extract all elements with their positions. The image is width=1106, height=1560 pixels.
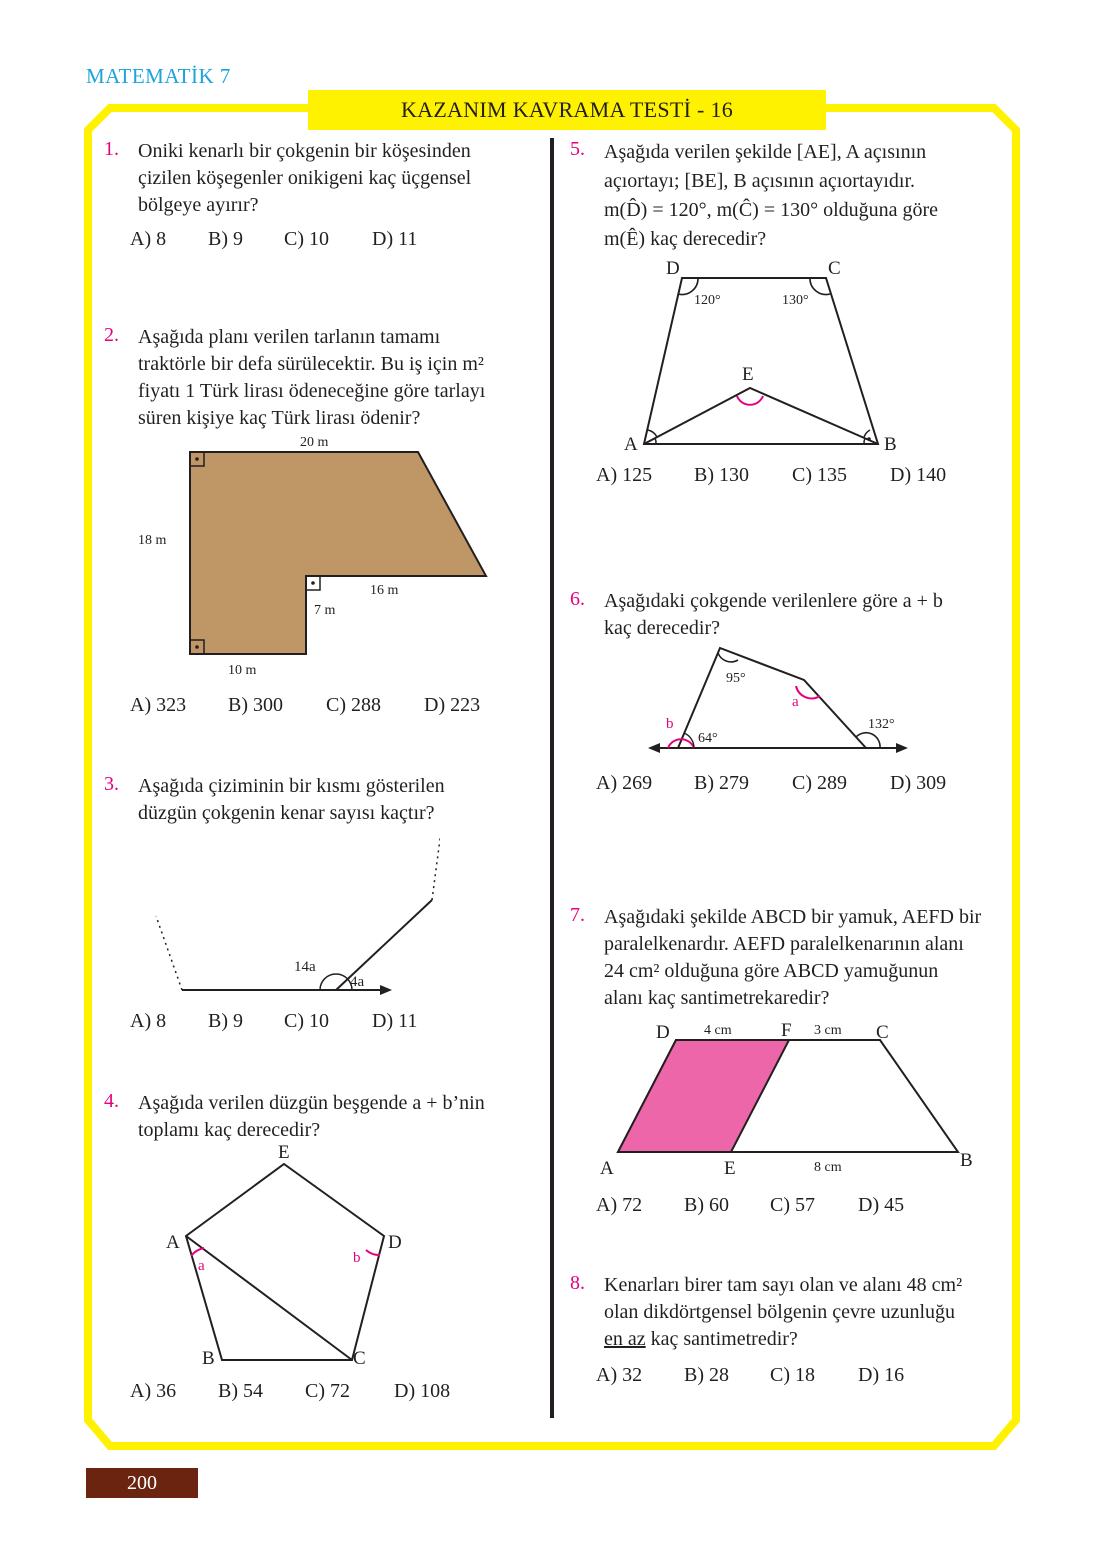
question-5-text: Aşağıda verilen şekilde [AE], A açısının açıortayı; [BE], B açısının açıortayıdır. m(D̂) = 120°, m(Ĉ) = 130° olduğuna göre m(Ê) kaç derecedir?	[604, 141, 939, 250]
vertex-c: C	[353, 1348, 366, 1369]
question-1-text: Oniki kenarlı bir çokgenin bir köşesinden çizilen köşegenler onikigeni kaç üçgensel bölgeye ayırır?	[138, 140, 472, 216]
angle-132-label: 132°	[868, 717, 895, 732]
option-b[interactable]: B) 279	[694, 772, 749, 794]
angle-95-label: 95°	[726, 671, 746, 686]
question-number: 8.	[570, 1272, 585, 1294]
label-df: 4 cm	[704, 1023, 732, 1038]
bisectors	[644, 388, 878, 444]
vertex-d: D	[656, 1022, 670, 1043]
label-eb: 8 cm	[814, 1160, 842, 1175]
vertex-c: C	[828, 258, 841, 279]
option-d[interactable]: D) 108	[394, 1380, 451, 1402]
page-number: 200	[86, 1468, 198, 1498]
label-fc: 3 cm	[814, 1023, 842, 1038]
option-d[interactable]: D) 309	[890, 772, 947, 794]
field-figure	[120, 430, 520, 680]
angle-label-14a: 14a	[294, 959, 316, 975]
trapezoid-figure	[596, 1014, 986, 1184]
question-8-text: Kenarları birer tam sayı olan ve alanı 48 cm² olan dikdörtgensel bölgenin çevre uzunluğu en az kaç santimetredir?	[604, 1274, 963, 1350]
polygon-angle-figure	[140, 820, 440, 1005]
option-c[interactable]: C) 288	[326, 694, 381, 716]
question-number: 3.	[104, 773, 119, 795]
option-c[interactable]: C) 72	[305, 1380, 350, 1402]
option-a[interactable]: A) 32	[596, 1364, 643, 1386]
vertex-b: B	[884, 434, 897, 455]
subject-label: MATEMATİK 7	[86, 64, 231, 88]
angle-c-label: 130°	[782, 293, 809, 308]
option-a[interactable]: A) 8	[130, 228, 167, 250]
label-inner-vertical: 7 m	[314, 603, 336, 618]
option-b[interactable]: B) 60	[684, 1194, 729, 1216]
vertex-a: A	[166, 1232, 180, 1253]
option-c[interactable]: C) 18	[770, 1364, 815, 1386]
vertex-e: E	[742, 364, 754, 385]
option-a[interactable]: A) 125	[596, 464, 653, 486]
question-number: 5.	[570, 138, 585, 160]
question-3-text: Aşağıda çiziminin bir kısmı gösterilen düzgün çokgenin kenar sayısı kaçtır?	[138, 775, 445, 824]
option-d[interactable]: D) 11	[372, 1010, 418, 1032]
question-2-text: Aşağıda planı verilen tarlanın tamamı traktörle bir defa sürülecektir. Bu iş için m² fiyatı 1 Türk lirası ödeneceğine göre tarlayı süren kişiye kaç Türk lirası ödenir?	[138, 326, 486, 429]
angle-a: a	[792, 694, 799, 710]
option-c[interactable]: C) 10	[284, 228, 329, 250]
option-c[interactable]: C) 289	[792, 772, 847, 794]
vertex-a: A	[624, 434, 638, 455]
polygon-exterior-angle-figure	[640, 640, 920, 765]
question-1	[104, 138, 119, 161]
question-number: 1.	[104, 138, 119, 160]
vertex-b: B	[960, 1150, 973, 1171]
question-7-text: Aşağıdaki şekilde ABCD bir yamuk, AEFD bir paralelkenardır. AEFD paralelkenarının alanı 24 cm² olduğuna göre ABCD yamuğunun alanı kaç santimetrekaredir?	[604, 906, 982, 1009]
option-c[interactable]: C) 135	[792, 464, 847, 486]
label-inner-horizontal: 16 m	[370, 583, 399, 598]
option-a[interactable]: A) 8	[130, 1010, 167, 1032]
diagonal-ac	[186, 1236, 352, 1360]
angle-d-label: 120°	[694, 293, 721, 308]
option-c[interactable]: C) 10	[284, 1010, 329, 1032]
vertex-e: E	[278, 1142, 290, 1163]
underlined-text: en az	[604, 1328, 646, 1350]
option-b[interactable]: B) 300	[228, 694, 283, 716]
option-d[interactable]: D) 45	[858, 1194, 905, 1216]
vertex-f: F	[781, 1020, 792, 1041]
label-top: 20 m	[300, 435, 329, 450]
column-divider	[550, 138, 554, 1418]
option-b[interactable]: B) 54	[218, 1380, 263, 1402]
test-title: KAZANIM KAVRAMA TESTİ - 16	[308, 90, 826, 130]
question-number: 7.	[570, 904, 585, 926]
vertex-c: C	[876, 1022, 889, 1043]
option-d[interactable]: D) 140	[890, 464, 947, 486]
angle-b: b	[666, 716, 674, 732]
angle-64-label: 64°	[698, 731, 718, 746]
question-6-text: Aşağıdaki çokgende verilenlere göre a + b kaç derecedir?	[604, 590, 943, 639]
question-number: 6.	[570, 588, 585, 610]
option-b[interactable]: B) 28	[684, 1364, 729, 1386]
question-number: 2.	[104, 324, 119, 346]
label-left: 18 m	[138, 533, 167, 548]
option-d[interactable]: D) 223	[424, 694, 481, 716]
label-bottom: 10 m	[228, 663, 257, 678]
vertex-b: B	[202, 1348, 215, 1369]
option-d[interactable]: D) 11	[372, 228, 418, 250]
option-b[interactable]: B) 9	[208, 1010, 243, 1032]
vertex-e: E	[724, 1158, 736, 1179]
option-c[interactable]: C) 57	[770, 1194, 815, 1216]
angle-b: b	[353, 1250, 361, 1266]
option-b[interactable]: B) 9	[208, 228, 243, 250]
question-number: 4.	[104, 1090, 119, 1112]
option-d[interactable]: D) 16	[858, 1364, 905, 1386]
question-4-text: Aşağıda verilen düzgün beşgende a + b’nin toplamı kaç derecedir?	[138, 1092, 485, 1141]
quadrilateral	[644, 278, 878, 444]
vertex-a: A	[600, 1158, 614, 1179]
angle-a: a	[198, 1258, 205, 1274]
option-a[interactable]: A) 36	[130, 1380, 177, 1402]
vertex-d: D	[666, 258, 680, 279]
field-shape	[190, 452, 486, 654]
option-a[interactable]: A) 269	[596, 772, 653, 794]
option-a[interactable]: A) 323	[130, 694, 187, 716]
option-b[interactable]: B) 130	[694, 464, 749, 486]
angle-label-4a: 4a	[350, 974, 365, 990]
quadrilateral-bisector-figure	[610, 254, 910, 459]
pentagon-figure	[150, 1138, 420, 1373]
vertex-d: D	[388, 1232, 402, 1253]
option-a[interactable]: A) 72	[596, 1194, 643, 1216]
